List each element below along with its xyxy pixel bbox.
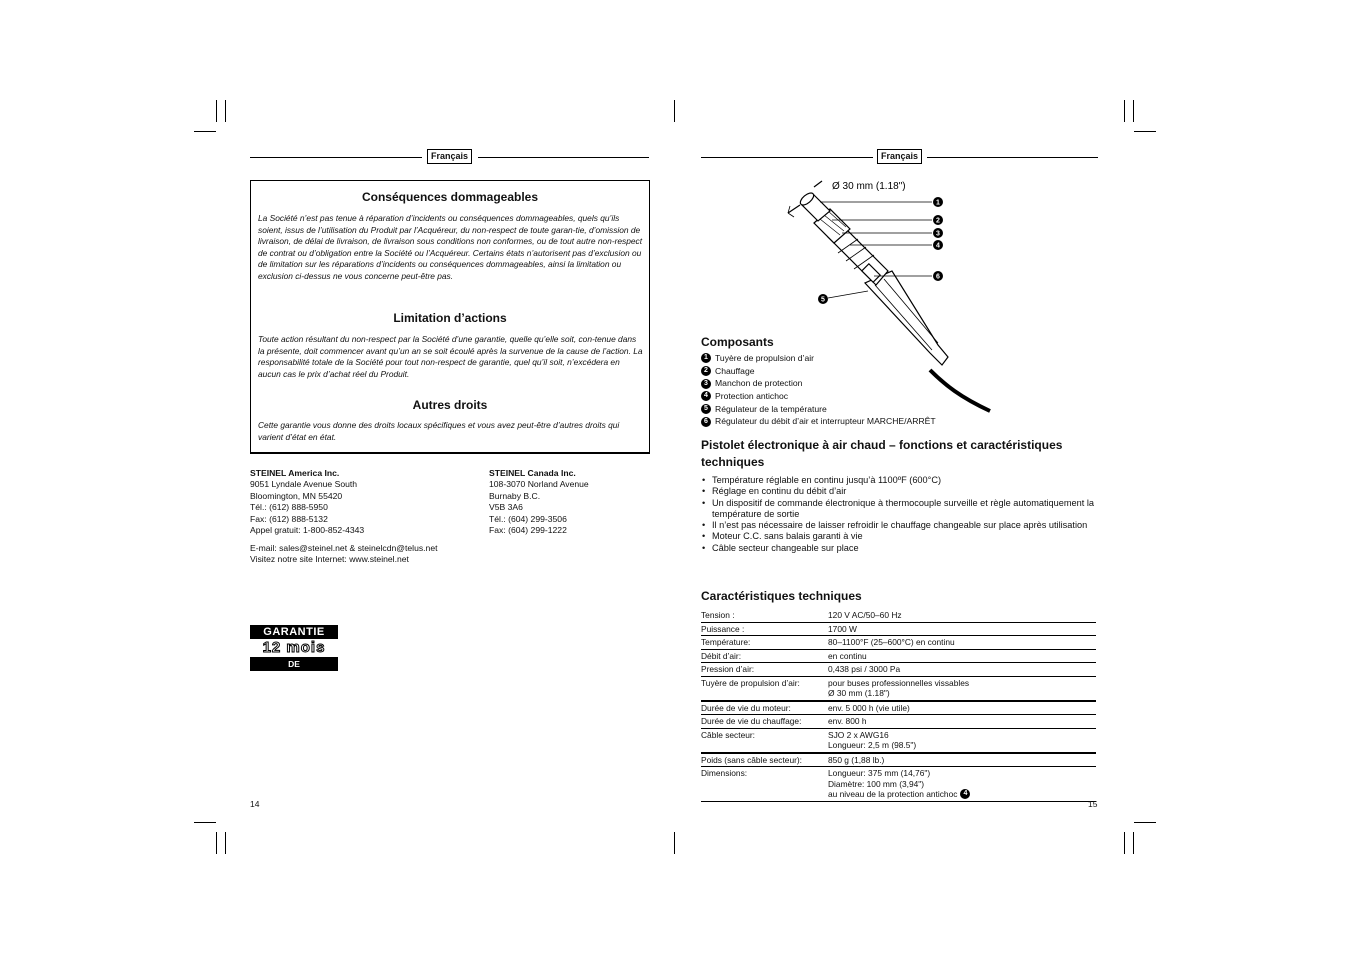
badge-top: GARANTIE	[250, 625, 338, 639]
crop-mark	[1134, 822, 1156, 823]
specs-table	[701, 609, 1096, 802]
spec-value: 1700 W	[828, 623, 857, 634]
crop-mark	[216, 100, 217, 122]
crop-mark	[1133, 832, 1134, 854]
section-heading: Limitation d’actions	[393, 311, 507, 325]
component-label: Manchon de protection	[715, 378, 803, 389]
list-item	[701, 377, 936, 390]
spec-key: Poids (sans câble secteur):	[701, 754, 803, 765]
list-item: • Réglage en continu du débit d’air	[701, 486, 1101, 497]
spec-key: Pression d’air:	[701, 664, 755, 674]
component-label: Tuyère de propulsion d’air	[715, 353, 815, 363]
callout-number: 6	[936, 273, 940, 281]
phone: Tél.: (612) 888-5950	[250, 502, 328, 513]
table-row	[701, 677, 1096, 702]
crop-mark	[674, 832, 675, 854]
spec-key: Débit d’air:	[701, 650, 742, 661]
spec-value: env. 5 000 h (vie utile)	[828, 702, 910, 713]
crop-mark	[1124, 100, 1125, 122]
spec-value: Longueur: 375 mm (14,76")	[828, 768, 931, 778]
callout-number: 4	[701, 391, 711, 401]
crop-mark	[225, 832, 226, 854]
section-heading: Autres droits	[412, 398, 488, 412]
section-text: Cette garantie vous donne des droits locaux spécifiques et vous avez peut-être d’autres droits qui varient d’état en état.	[258, 420, 620, 442]
address-line: Bloomington, MN 55420	[250, 490, 343, 501]
spec-value: Diamètre: 100 mm (3,94")	[828, 778, 925, 789]
table-row	[701, 702, 1096, 716]
spec-key: Température:	[701, 637, 751, 647]
crop-mark	[1124, 832, 1125, 854]
features-title: Pistolet électronique à air chaud – fonctions et caractéristiques techniques	[701, 438, 1063, 469]
spec-value: 850 g (1,88 lb.)	[828, 754, 885, 765]
table-row	[701, 650, 1096, 664]
company-name: STEINEL America Inc.	[250, 468, 340, 478]
table-row	[701, 754, 1096, 768]
spec-key: Durée de vie du chauffage:	[701, 716, 802, 726]
crop-mark	[194, 822, 216, 823]
table-row	[701, 623, 1096, 637]
list-item: • Un dispositif de commande électronique à thermocouple surveille et règle automatiquement la température de sortie	[701, 498, 1101, 521]
phone: Tél.: (604) 299-3506	[489, 513, 567, 524]
crop-mark	[1133, 100, 1134, 122]
component-label: Régulateur du débit d’air et interrupteur MARCHE/ARRÊT	[715, 416, 936, 427]
callout-number: 5	[821, 296, 825, 304]
component-label: Régulateur de la température	[715, 403, 827, 414]
page-number: 15	[1088, 799, 1098, 809]
callout-number: 4	[960, 789, 970, 799]
crop-mark	[216, 832, 217, 854]
header-rule	[250, 157, 422, 158]
section-text: Toute action résultant du non-respect par la Société d’une garantie, quelle qu’elle soit, con-tenue dans la présente, doit commencer avant qu’un an se soit écoulé après la survenue de la cause de l’action. La responsabilité totale de la Société pour tout non-respect de garantie, quel qu’il soit, n’excédera en aucun cas le prix d’achat réel du Produit.	[258, 334, 643, 379]
header-rule	[701, 157, 873, 158]
list-item	[701, 415, 936, 428]
fax: Fax: (604) 299-1222	[489, 525, 567, 536]
address-line: V5B 3A6	[489, 502, 523, 513]
spec-value: Ø 30 mm (1.18")	[828, 688, 890, 698]
callout-number: 6	[701, 417, 711, 427]
crop-mark	[1134, 131, 1156, 132]
spec-value: 0,438 psi / 3000 Pa	[828, 664, 901, 674]
table-row	[701, 767, 1096, 802]
contact-america	[250, 468, 364, 536]
toll-free: Appel gratuit: 1-800-852-4343	[250, 525, 365, 536]
list-item	[701, 390, 936, 403]
badge-bottom: DE FONCTIONNEMENT	[250, 657, 338, 671]
components-title: Composants	[701, 335, 774, 349]
header-rule	[927, 157, 1098, 158]
table-row	[701, 715, 1096, 729]
specs-title: Caractéristiques techniques	[701, 589, 862, 603]
spec-value: 80–1100°F (25–600°C) en continu	[828, 637, 955, 647]
crop-mark	[674, 100, 675, 122]
spec-key: Durée de vie du moteur:	[701, 702, 791, 713]
list-item: • Câble secteur changeable sur place	[701, 543, 1101, 554]
address-line: Burnaby B.C.	[489, 490, 541, 501]
list-item: • Température réglable en continu jusqu’à 1100ºF (600°C)	[701, 475, 1101, 486]
table-row	[701, 663, 1096, 677]
list-item	[701, 403, 936, 416]
page-number: 14	[250, 799, 260, 809]
address-line: 108-3070 Norland Avenue	[489, 479, 589, 490]
badge-middle: 12 mois	[262, 639, 326, 656]
callout-number: 3	[701, 379, 711, 389]
spec-key: Puissance :	[701, 623, 745, 634]
spec-value: en continu	[828, 650, 867, 661]
callout-number: 2	[936, 217, 940, 225]
spec-value: au niveau de la protection antichoc	[828, 789, 958, 799]
features-list	[701, 475, 1101, 554]
table-row	[701, 729, 1096, 754]
online-contact	[250, 543, 438, 566]
diagram-dimension-label: Ø 30 mm (1.18")	[832, 181, 906, 192]
component-label: Chauffage	[715, 365, 755, 376]
spec-key: Tension :	[701, 610, 735, 620]
spec-value: Longueur: 2,5 m (98.5")	[828, 740, 917, 750]
callout-number: 5	[701, 404, 711, 414]
callout-number: 3	[936, 230, 940, 238]
contact-canada	[489, 468, 589, 536]
warranty-badge	[250, 625, 338, 683]
spec-value: pour buses professionnelles vissables	[828, 677, 970, 688]
spec-value: SJO 2 x AWG16	[828, 729, 889, 740]
website: Visitez notre site Internet: www.steinel.net	[250, 554, 409, 565]
section-text: La Société n’est pas tenue à réparation d’incidents ou conséquences dommageables, quels qu’ils soient, issus de l’utilisation du Produit par l’Acquéreur, du non-respect de toute garan-tie, d’omission de livraison, de délai de livraison, de livraison sous conditions non conformes, ou de tout autre non-respect de contrat ou d’obligation entre la Société ou l’Acquéreur. Certains états n’autorisent pas d’exclusion ou de limitation sur les réparations d’incidents ou conséquences dommageables, ainsi la limitation ou exclusion ci-dessus ne vous concerne peut-être pas.	[258, 213, 643, 281]
warranty-terms-box	[250, 180, 650, 454]
company-name: STEINEL Canada Inc.	[489, 468, 576, 478]
component-label: Protection antichoc	[715, 391, 789, 402]
language-tag: Français	[877, 149, 922, 164]
section-heading: Conséquences dommageables	[361, 190, 539, 204]
spec-value-row	[828, 789, 1096, 800]
spec-value: env. 800 h	[828, 716, 867, 726]
callout-number: 1	[701, 353, 711, 363]
spec-key: Tuyère de propulsion d’air:	[701, 677, 800, 688]
crop-mark	[194, 131, 216, 132]
spec-value: 120 V AC/50–60 Hz	[828, 610, 902, 620]
components-list	[701, 352, 936, 428]
list-item	[701, 352, 936, 365]
language-tag: Français	[427, 149, 472, 164]
list-item	[701, 365, 936, 378]
list-item: • Moteur C.C. sans balais garanti à vie	[701, 531, 1101, 542]
email: E-mail: sales@steinel.net & steinelcdn@telus.net	[250, 543, 438, 553]
address-line: 9051 Lyndale Avenue South	[250, 479, 358, 490]
table-row	[701, 636, 1096, 650]
header-rule	[478, 157, 649, 158]
list-item: • Il n’est pas nécessaire de laisser refroidir le chauffage changeable sur place après utilisation	[701, 520, 1101, 531]
spec-key: Dimensions:	[701, 768, 748, 778]
callout-number: 4	[936, 242, 940, 250]
fax: Fax: (612) 888-5132	[250, 513, 328, 524]
spec-key: Câble secteur:	[701, 729, 755, 740]
callout-number: 2	[701, 366, 711, 376]
table-row	[701, 609, 1096, 623]
crop-mark	[225, 100, 226, 122]
callout-number: 1	[936, 199, 940, 207]
